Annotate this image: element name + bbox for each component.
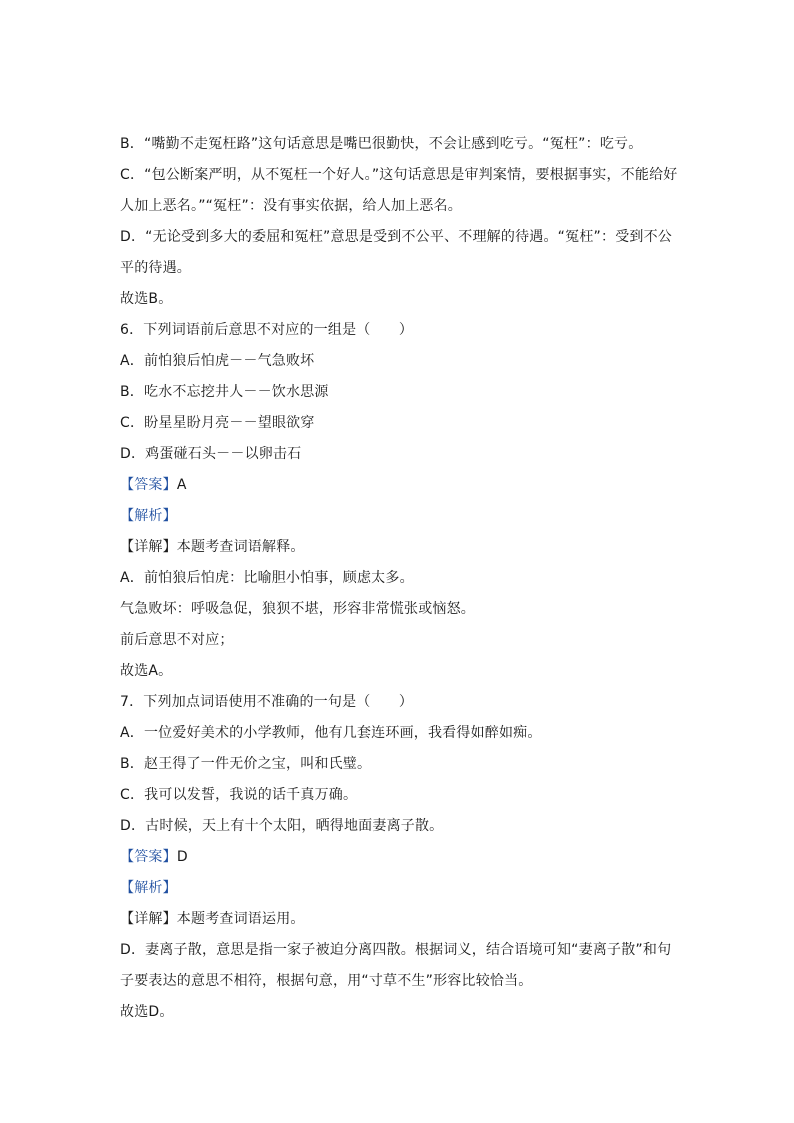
question-6-option-d: D．鸡蛋碰石头－－以卵击石 bbox=[120, 446, 302, 462]
question-6-detail: 【详解】本题考查词语解释。 bbox=[120, 539, 305, 555]
question-7-detail: 【详解】本题考查词语运用。 bbox=[120, 911, 305, 927]
analysis-tag: 【解析】 bbox=[120, 880, 177, 896]
question-6-option-c: C．盼星星盼月亮－－望眼欲穿 bbox=[120, 415, 315, 431]
answer-value: A bbox=[176, 477, 187, 493]
question-7-answer bbox=[120, 847, 680, 867]
answer-choice-6: 故选A。 bbox=[120, 663, 173, 679]
question-7-detail-d: D．妻离子散，意思是指一家子被迫分离四散。根据词义，结合语境可知“妻离子散”和句 bbox=[120, 942, 672, 958]
question-7-option-a: A．一位爱好美术的小学教师，他有几套连环画，我看得如醉如痴。 bbox=[120, 725, 542, 741]
question-7-analysis bbox=[120, 878, 680, 898]
answer-tag: 【答案】 bbox=[120, 477, 177, 493]
option-b-explanation: B．“嘴勤不走冤枉路”这句话意思是嘴巴很勤快，不会让感到吃亏。“冤枉”：吃亏。 bbox=[120, 136, 643, 152]
question-7-option-b: B．赵王得了一件无价之宝，叫和氏璧。 bbox=[120, 756, 372, 772]
question-7-option-d: D．古时候，天上有十个太阳，晒得地面妻离子散。 bbox=[120, 818, 444, 834]
question-6-detail-a3: 前后意思不对应； bbox=[120, 632, 234, 648]
question-7-detail-d2: 子要表达的意思不相符，根据句意，用“寸草不生”形容比较恰当。 bbox=[120, 973, 533, 989]
option-d-explanation-cont: 平的待遇。 bbox=[120, 260, 191, 276]
question-6-option-b: B．吃水不忘挖井人－－饮水思源 bbox=[120, 384, 329, 400]
option-c-explanation: C．“包公断案严明，从不冤枉一个好人。”这句话意思是审判案情，要根据事实，不能给好 bbox=[120, 167, 678, 183]
option-c-explanation-cont: 人加上恶名。”“冤枉”：没有事实依据，给人加上恶名。 bbox=[120, 198, 462, 214]
question-7: 7．下列加点词语使用不准确的一句是（ ） bbox=[120, 694, 414, 710]
question-6-answer bbox=[120, 475, 680, 495]
question-6: 6．下列词语前后意思不对应的一组是（ ） bbox=[120, 322, 414, 338]
question-6-analysis bbox=[120, 506, 680, 526]
option-d-explanation: D．“无论受到多大的委屈和冤枉”意思是受到不公平、不理解的待遇。“冤枉”：受到不公 bbox=[120, 229, 672, 245]
answer-choice-5: 故选B。 bbox=[120, 291, 173, 307]
question-6-detail-a2: 气急败坏：呼吸急促，狼狈不堪，形容非常慌张或恼怒。 bbox=[120, 601, 475, 617]
question-7-option-c: C．我可以发誓，我说的话千真万确。 bbox=[120, 787, 358, 803]
answer-tag: 【答案】 bbox=[120, 849, 177, 865]
question-6-detail-a: A．前怕狼后怕虎：比喻胆小怕事，顾虑太多。 bbox=[120, 570, 414, 586]
answer-value: D bbox=[176, 849, 188, 865]
question-6-option-a: A．前怕狼后怕虎－－气急败坏 bbox=[120, 353, 315, 369]
answer-choice-7: 故选D。 bbox=[120, 1004, 174, 1020]
analysis-tag: 【解析】 bbox=[120, 508, 177, 524]
